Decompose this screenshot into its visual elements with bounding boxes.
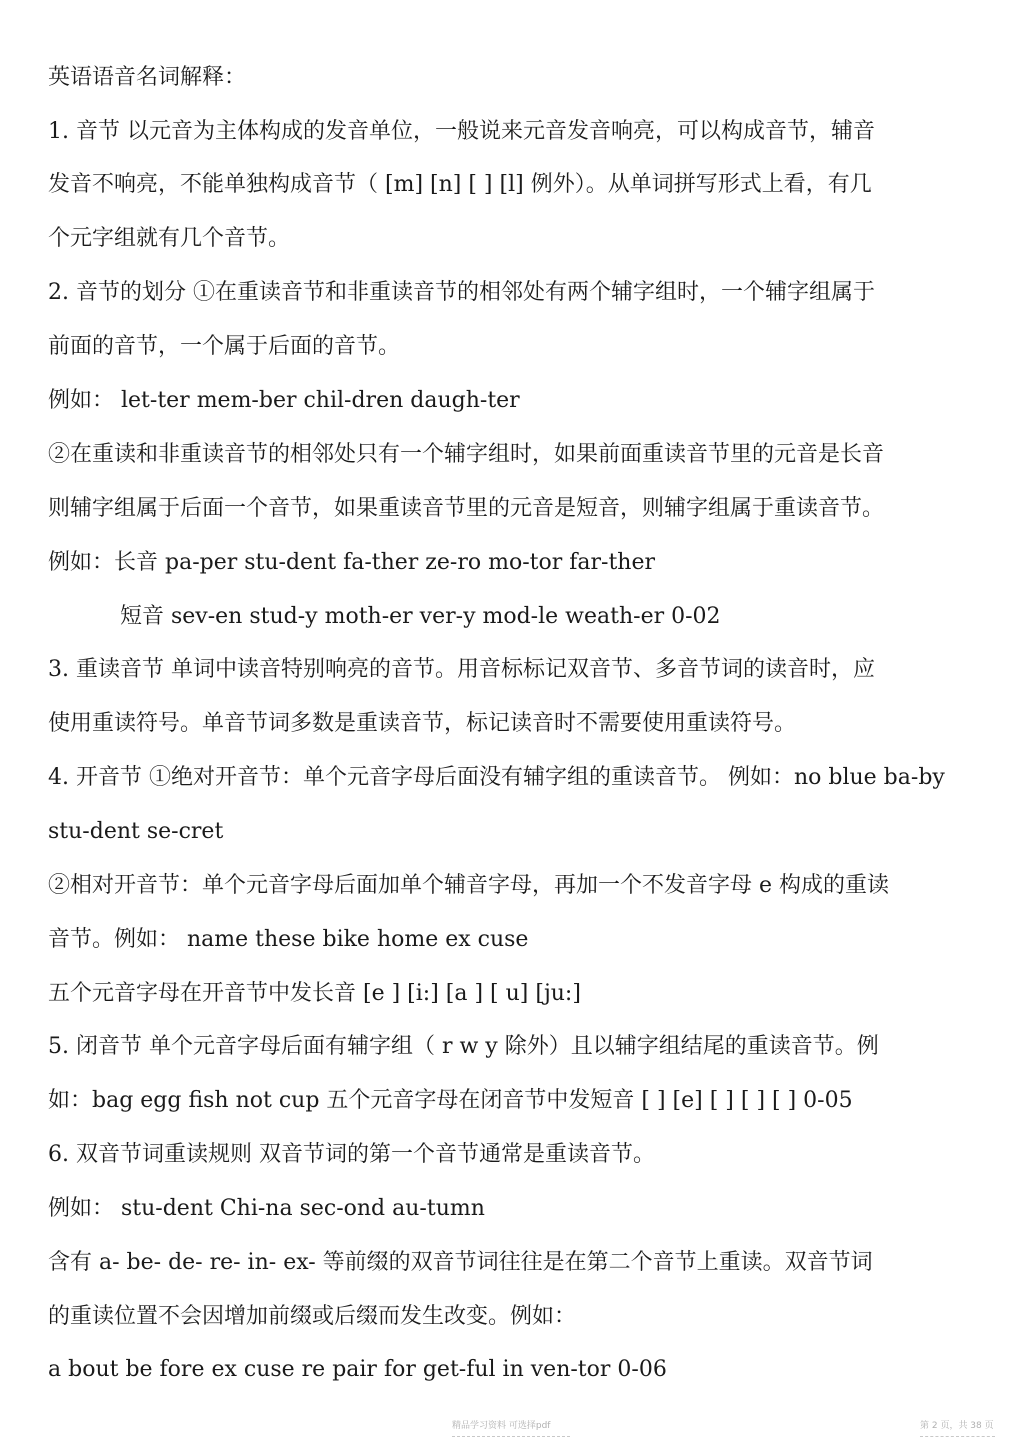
- paragraph-line: 前面的音节，一个属于后面的音节。: [48, 334, 401, 359]
- footer-divider: [920, 1436, 995, 1437]
- paragraph-line: 的重读位置不会因增加前缀或后缀而发生改变。例如：: [48, 1304, 577, 1329]
- page-number: 第 2 页，共 38 页: [920, 1421, 994, 1431]
- paragraph-line: 6. 双音节词重读规则 双音节词的第一个音节通常是重读音节。: [48, 1142, 655, 1167]
- doc-title: 英语语音名词解释：: [48, 65, 247, 90]
- paragraph-line: 五个元音字母在开音节中发长音 [e ] [i:] [a ] [ u] [ju:]: [48, 981, 581, 1006]
- example-line: 短音 sev-en stud-y moth-er ver-y mod-le weath-er 0-02: [120, 604, 721, 629]
- paragraph-line: ②相对开音节：单个元音字母后面加单个辅音字母，再加一个不发音字母 e 构成的重读: [48, 873, 890, 898]
- footer-watermark: 精品学习资料 可选择pdf: [452, 1421, 551, 1431]
- paragraph-line: 2. 音节的划分 ①在重读音节和非重读音节的相邻处有两个辅字组时，一个辅字组属于: [48, 280, 875, 305]
- example-line: 例如：长音 pa-per stu-dent fa-ther ze-ro mo-tor far-ther: [48, 550, 655, 575]
- paragraph-line: 3. 重读音节 单词中读音特别响亮的音节。用音标标记双音节、多音节词的读音时，应: [48, 657, 875, 682]
- paragraph-line: 则辅字组属于后面一个音节，如果重读音节里的元音是短音，则辅字组属于重读音节。: [48, 496, 885, 521]
- paragraph-line: 含有 a- be- de- re- in- ex- 等前缀的双音节词往往是在第二个音节上重读。双音节词: [48, 1250, 873, 1275]
- example-line: 例如： let-ter mem-ber chil-dren daugh-ter: [48, 388, 520, 413]
- footer-divider: [452, 1436, 570, 1437]
- paragraph-line: 使用重读符号。单音节词多数是重读音节，标记读音时不需要使用重读符号。: [48, 711, 797, 736]
- paragraph-line: 1. 音节 以元音为主体构成的发音单位，一般说来元音发音响亮，可以构成音节，辅音: [48, 119, 875, 144]
- paragraph-line: 发音不响亮，不能单独构成音节（ [m] [n] [ ] [l] 例外）。从单词拼写形式上看，有几: [48, 172, 872, 197]
- example-line: 音节。例如： name these bike home ex cuse: [48, 927, 529, 952]
- paragraph-line: 4. 开音节 ①绝对开音节：单个元音字母后面没有辅字组的重读音节。 例如：no blue ba-by: [48, 765, 945, 790]
- example-line: a bout be fore ex cuse re pair for get-ful in ven-tor 0-06: [48, 1357, 667, 1382]
- paragraph-line: 5. 闭音节 单个元音字母后面有辅字组（ r w y 除外）且以辅字组结尾的重读音节。例: [48, 1034, 879, 1059]
- example-line: stu-dent se-cret: [48, 819, 224, 844]
- paragraph-line: 如：bag egg fish not cup 五个元音字母在闭音节中发短音 [ ] [e] [ ] [ ] [ ] 0-05: [48, 1088, 853, 1113]
- example-line: 例如： stu-dent Chi-na sec-ond au-tumn: [48, 1196, 485, 1221]
- paragraph-line: 个元字组就有几个音节。: [48, 226, 291, 251]
- paragraph-line: ②在重读和非重读音节的相邻处只有一个辅字组时，如果前面重读音节里的元音是长音: [48, 442, 885, 467]
